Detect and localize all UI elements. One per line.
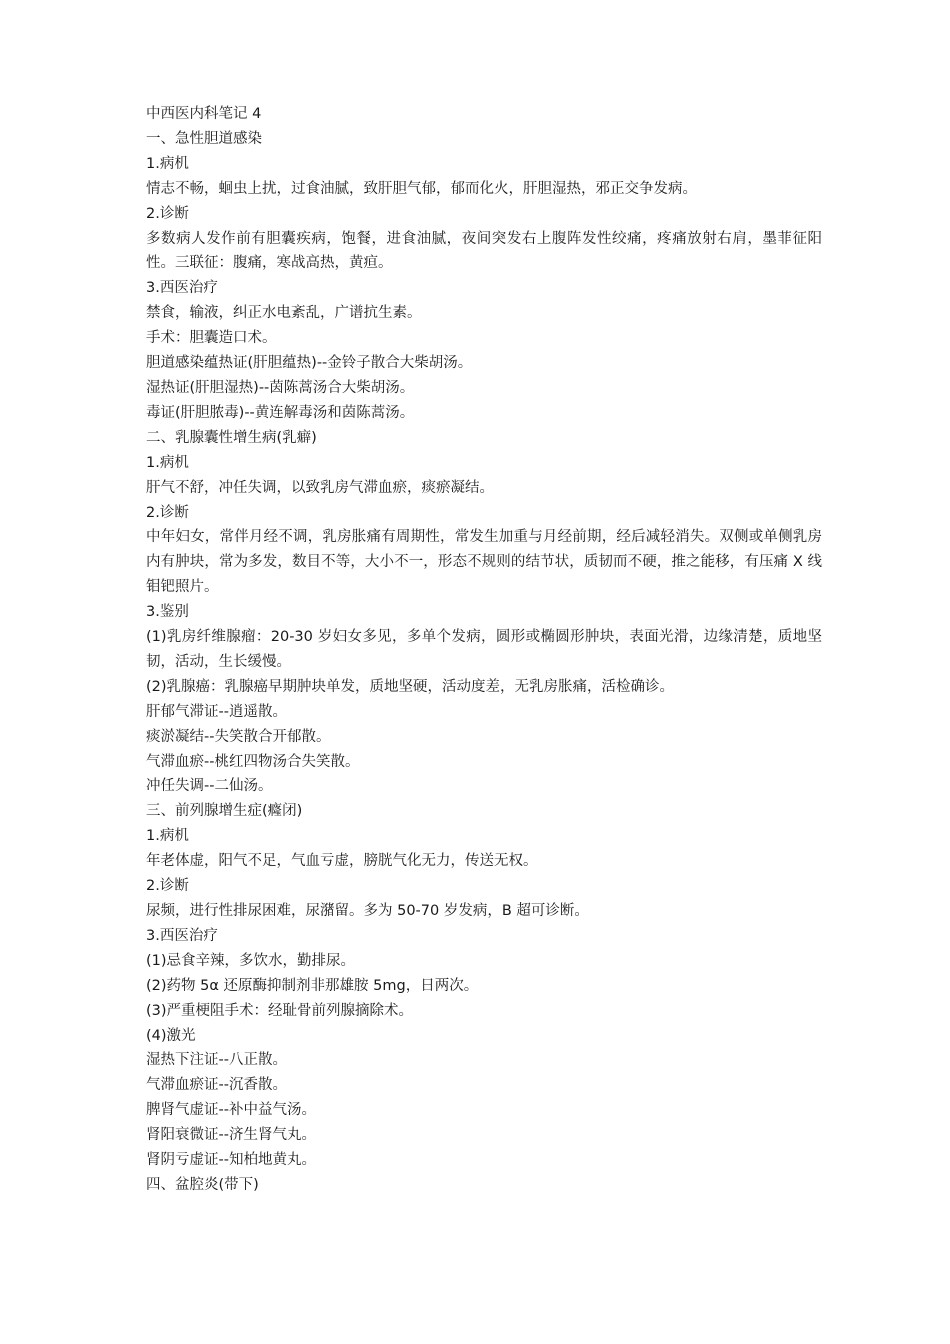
subheading-pathogenesis: 1.病机 — [146, 155, 189, 172]
syndrome-line: 气滞血瘀--桃红四物汤合失笑散。 — [146, 753, 360, 770]
subheading-pathogenesis: 1.病机 — [146, 454, 189, 471]
syndrome-line: 肾阳衰微证--济生肾气丸。 — [146, 1127, 316, 1144]
syndrome-line: 肾阴亏虚证--知柏地黄丸。 — [146, 1152, 316, 1169]
paragraph-diagnosis: 尿频，进行性排尿困难，尿潴留。多为 50-70 岁发病，B 超可诊断。 — [146, 903, 589, 919]
section-heading-prostate-hyperplasia: 三、前列腺增生症(癃闭) — [146, 803, 303, 820]
document-body — [146, 102, 822, 1198]
paragraph-differential: (1)乳房纤维腺瘤：20-30 岁妇女多见，多单个发病，圆形或椭圆形肿块，表面光滑，边缘清楚，质地坚韧，活动，生长缓慢。 — [146, 629, 822, 670]
treatment-line: (4)激光 — [146, 1027, 196, 1044]
subheading-diagnosis: 2.诊断 — [146, 504, 189, 521]
syndrome-line: 气滞血瘀证--沉香散。 — [146, 1077, 287, 1094]
syndrome-line: 湿热证(肝胆湿热)--茵陈蒿汤合大柴胡汤。 — [146, 379, 415, 396]
syndrome-line: 冲任失调--二仙汤。 — [146, 778, 273, 795]
paragraph-pathogenesis: 情志不畅，蛔虫上扰，过食油腻，致肝胆气郁，郁而化火，肝胆湿热，邪正交争发病。 — [146, 180, 697, 197]
syndrome-line: 胆道感染蕴热证(肝胆蕴热)--金铃子散合大柴胡汤。 — [146, 355, 473, 372]
syndrome-line: 脾肾气虚证--补中益气汤。 — [146, 1102, 316, 1119]
subheading-differential: 3.鉴别 — [146, 604, 189, 621]
treatment-line: (2)药物 5α 还原酶抑制剂非那雄胺 5mg，日两次。 — [146, 977, 479, 994]
subheading-pathogenesis: 1.病机 — [146, 828, 189, 845]
document-title: 中西医内科笔记 4 — [146, 106, 262, 122]
section-heading-breast-hyperplasia: 二、乳腺囊性增生病(乳癖) — [146, 429, 317, 446]
paragraph-pathogenesis: 年老体虚，阳气不足，气血亏虚，膀胱气化无力，传送无权。 — [146, 853, 538, 870]
treatment-line: 禁食，输液，纠正水电紊乱，广谱抗生素。 — [146, 305, 422, 322]
paragraph-differential: (2)乳腺癌：乳腺癌早期肿块单发，质地坚硬，活动度差，无乳房胀痛，活检确诊。 — [146, 678, 675, 695]
subheading-diagnosis: 2.诊断 — [146, 878, 189, 895]
treatment-line: (1)忌食辛辣，多饮水，勤排尿。 — [146, 952, 356, 969]
paragraph-pathogenesis: 肝气不舒，冲任失调，以致乳房气滞血瘀，痰瘀凝结。 — [146, 479, 494, 496]
treatment-line: (3)严重梗阻手术：经耻骨前列腺摘除术。 — [146, 1002, 414, 1019]
paragraph-diagnosis: 中年妇女，常伴月经不调，乳房胀痛有周期性，常发生加重与月经前期，经后减轻消失。双侧或单侧乳房内有肿块，常为多发，数目不等，大小不一，形态不规则的结节状，质韧而不硬，推之能移，有压痛 X 线钼钯照片。 — [146, 529, 822, 596]
syndrome-line: 毒证(肝胆脓毒)--黄连解毒汤和茵陈蒿汤。 — [146, 404, 415, 421]
subheading-diagnosis: 2.诊断 — [146, 205, 189, 222]
section-heading-acute-biliary-infection: 一、急性胆道感染 — [146, 130, 262, 147]
subheading-western-treatment: 3.西医治疗 — [146, 280, 218, 297]
syndrome-line: 湿热下注证--八正散。 — [146, 1052, 287, 1069]
treatment-line: 手术：胆囊造口术。 — [146, 330, 277, 347]
syndrome-line: 痰淤凝结--失笑散合开郁散。 — [146, 728, 331, 745]
paragraph-diagnosis: 多数病人发作前有胆囊疾病，饱餐，进食油腻，夜间突发右上腹阵发性绞痛，疼痛放射右肩，墨菲征阳性。三联征：腹痛，寒战高热，黄疸。 — [146, 230, 822, 272]
syndrome-line: 肝郁气滞证--逍遥散。 — [146, 703, 287, 720]
subheading-western-treatment: 3.西医治疗 — [146, 927, 218, 944]
section-heading-pelvic-inflammation: 四、盆腔炎(带下) — [146, 1176, 259, 1193]
